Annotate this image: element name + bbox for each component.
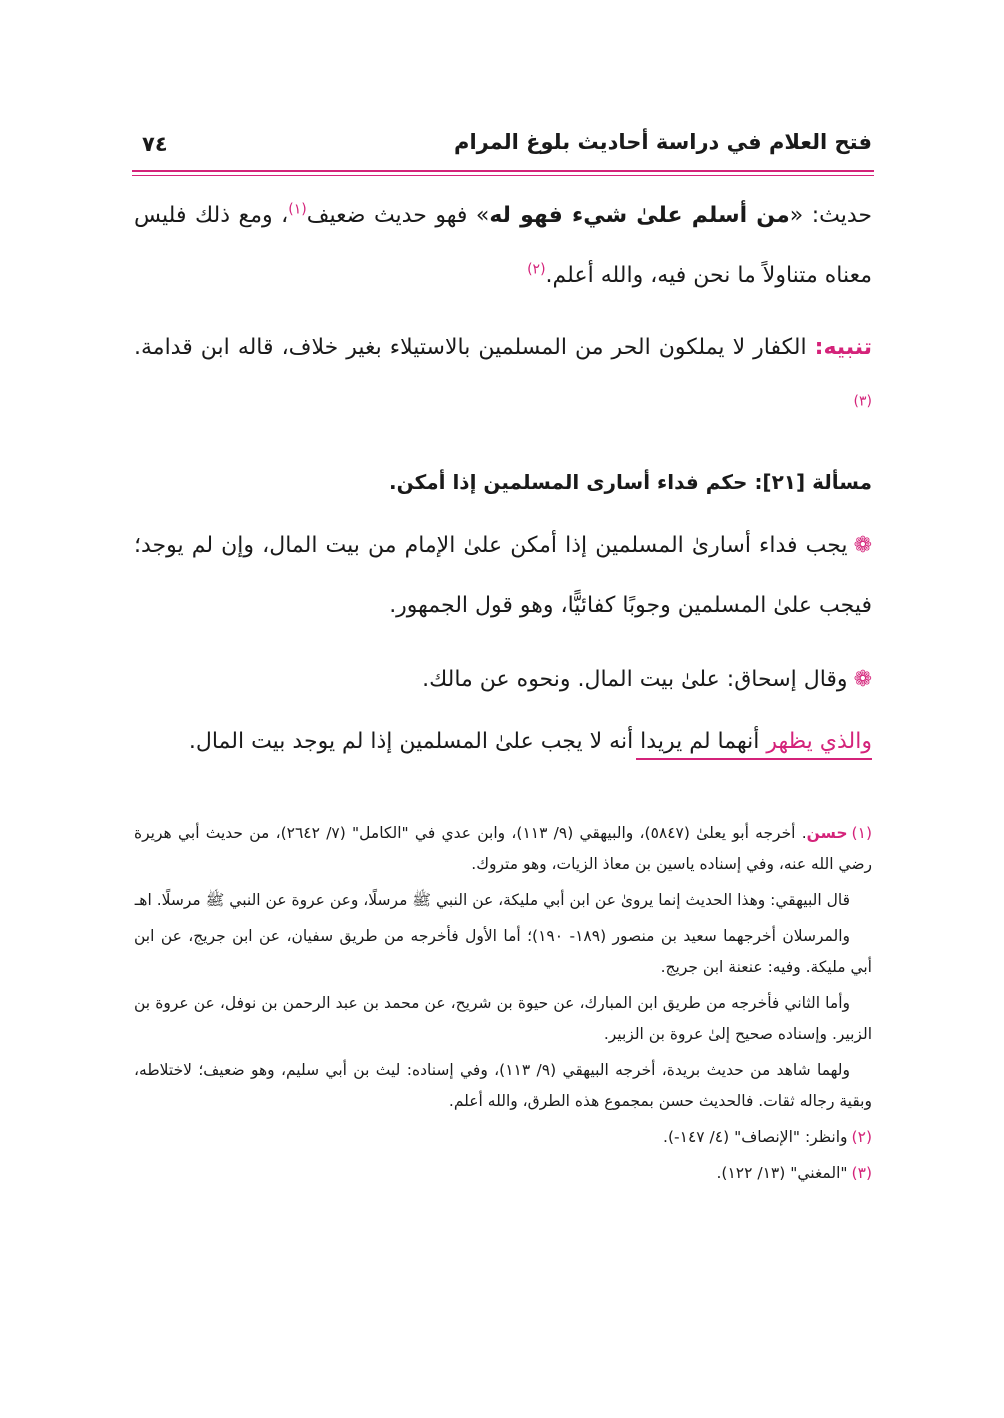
note-label: تنبيه: [814, 335, 872, 360]
flower-bullet-icon: ❁ [853, 667, 872, 692]
footnote-separator [636, 758, 872, 760]
hadith-prefix: حديث: « [789, 203, 872, 228]
conclusion-text: أنهما لم يريدا أنه لا يجب علىٰ المسلمين إذا لم يوجد بيت المال. [188, 729, 767, 754]
issue-title: حكم فداء أسارى المسلمين إذا أمكن. [389, 470, 755, 494]
issue-label: مسألة [٢١]: [754, 470, 872, 494]
footnote-text: . أخرجه أبو يعلىٰ (٥٨٤٧)، والبيهقي (٩/ ١١٣)، وابن عدي في "الكامل" (٧/ ٢٦٤٢)، من حديث أبي هريرة رضي الله عنه، وفي إسناده ياسين بن معاذ الزيات، وهو متروك. [134, 824, 872, 873]
ishaq-text: وقال إسحاق: علىٰ بيت المال. ونحوه عن مالك. [422, 667, 848, 692]
paragraph-conclusion [134, 712, 872, 772]
footnote-1-para-2: قال البيهقي: وهذا الحديث إنما يروىٰ عن ابن أبي مليكة، عن النبي ﷺ مرسلًا، وعن عروة عن النبي ﷺ مرسلًا. اهـ [134, 891, 850, 909]
flower-bullet-icon: ❁ [853, 533, 872, 558]
footnote-number: (٢) [851, 1128, 872, 1146]
note-text: الكفار لا يملكون الحر من المسلمين بالاستيلاء بغير خلاف، قاله ابن قدامة. [134, 335, 815, 360]
footnote-3 [134, 1158, 872, 1189]
footnote-1-para-4: وأما الثاني فأخرجه من طريق ابن المبارك، عن حيوة بن شريح، عن محمد بن عبد الرحمن بن نوفل، عن عروة بن الزبير. وإسناده صحيح إلىٰ عروة بن الزبير. [134, 994, 872, 1043]
hadith-rest: ، ومع ذلك فليس معناه متناولاً ما نحن فيه، والله أعلم. [134, 203, 872, 288]
paragraph-hadith [134, 186, 872, 306]
header-rule-thick [132, 170, 874, 172]
running-header [134, 122, 872, 168]
hadith-middle: » فهو حديث ضعيف [306, 203, 490, 228]
footnote-ref-1[interactable]: (١) [288, 201, 307, 218]
footnotes [134, 818, 872, 1194]
conclusion-label: والذي يظهر [766, 729, 872, 754]
footnote-grade: حسن [806, 824, 848, 842]
hadith-text: من أسلم علىٰ شيء فهو له [489, 203, 790, 228]
paragraph-note [134, 318, 872, 438]
paragraph-ransom [134, 516, 872, 636]
footnote-number: (١) [851, 824, 872, 842]
footnote-number: (٣) [851, 1164, 872, 1182]
header-title: فتح العلام في دراسة أحاديث بلوغ المرام [454, 130, 872, 154]
issue-heading [134, 462, 872, 502]
footnote-1-para-3: والمرسلان أخرجهما سعيد بن منصور (١٨٩- ١٩٠)؛ أما الأول فأخرجه من طريق سفيان، عن ابن جريج، عن ابن أبي مليكة. وفيه: عنعنة ابن جريج. [134, 927, 872, 976]
footnote-2 [134, 1122, 872, 1153]
paragraph-ishaq [134, 650, 872, 710]
footnote-text: "المغني" (١٣/ ١٢٢). [716, 1164, 848, 1182]
page-number: ٧٤ [142, 132, 168, 156]
header-rule-thin [132, 175, 874, 176]
footnote-1-para-5: ولهما شاهد من حديث بريدة، أخرجه البيهقي (٩/ ١١٣)، وفي إسناده: ليث بن أبي سليم، وهو ضعيف؛ لاختلاطه، وبقية رجاله ثقات. فالحديث حسن بمجموع هذه الطرق، والله أعلم. [134, 1061, 872, 1110]
footnote-1 [134, 818, 872, 880]
footnote-text: وانظر: "الإنصاف" (٤/ ١٤٧-). [663, 1128, 848, 1146]
footnote-ref-3[interactable]: (٣) [853, 393, 872, 410]
ransom-text: يجب فداء أسارىٰ المسلمين إذا أمكن علىٰ الإمام من بيت المال، وإن لم يوجد؛ فيجب علىٰ المسلمين وجوبًا كفائيًّا، وهو قول الجمهور. [134, 533, 872, 618]
footnote-ref-2[interactable]: (٢) [527, 261, 546, 278]
